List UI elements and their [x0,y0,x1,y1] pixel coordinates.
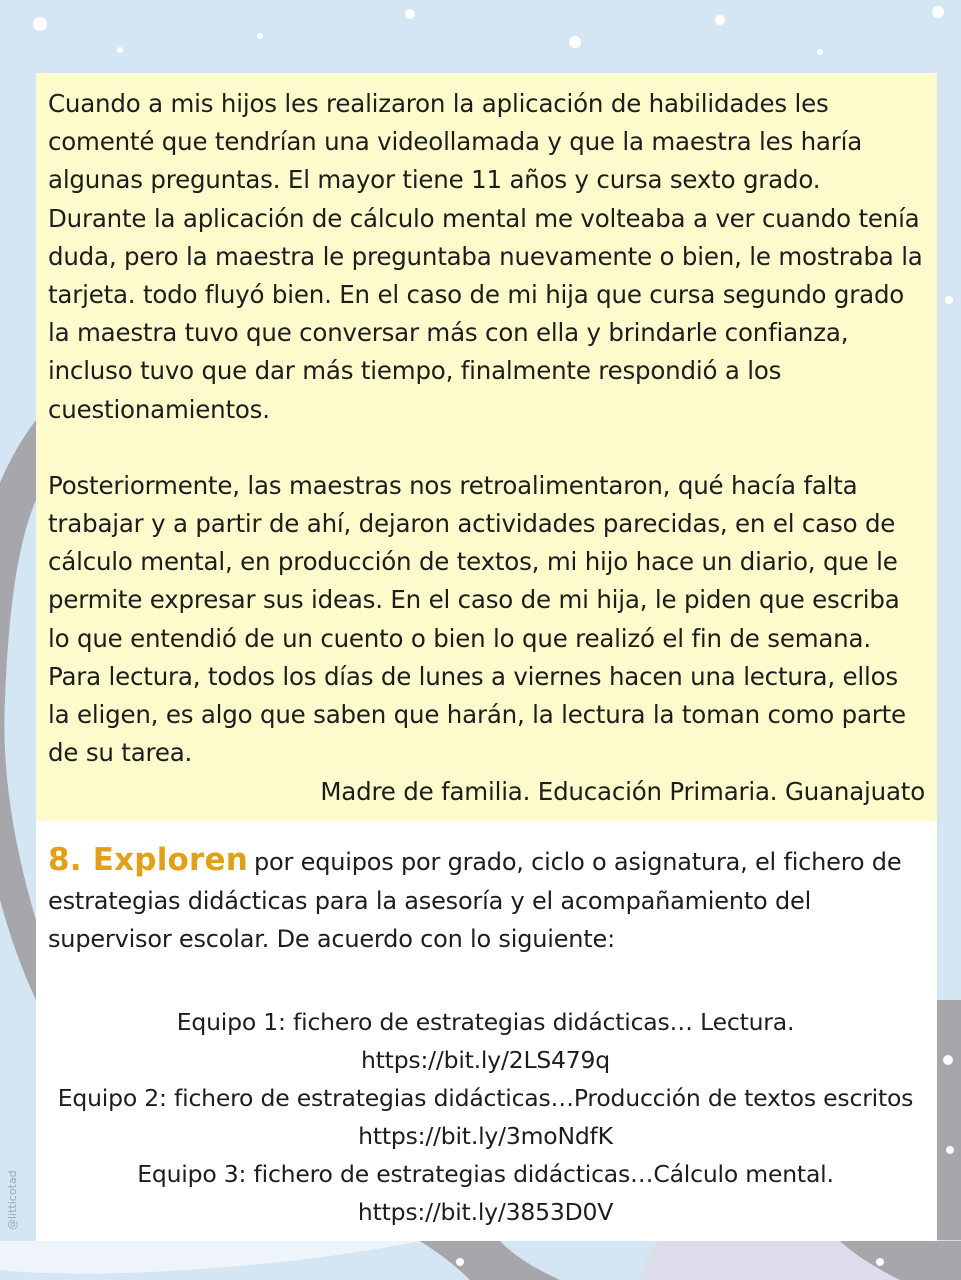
testimonial-paragraph-1: Cuando a mis hijos les realizaron la aplicación de habilidades les comenté que tendrían una videollamada y que la maestra les haría algunas preguntas. El mayor tiene 11 años y cursa sexto grado. Durante la aplicación de cálculo mental me volteaba a ver cuando tenía duda, pero la maestra le preguntaba nuevamente o bien, le mostraba la tarjeta. todo fluyó bien. En el caso de mi hija que cursa segundo grado la maestra tuvo que conversar más con ella y brindarle confianza, incluso tuvo que dar más tiempo, finalmente respondió a los cuestionamientos. [48,89,923,424]
team-3-label: Equipo 3: fichero de estrategias didácticas…Cálculo mental. [137,1159,834,1188]
bottom-gray-branch [420,1241,560,1280]
explore-intro-text: por equipos por grado, ciclo o asignatura, el fichero de estrategias didácticas para la asesoría y el acompañamiento del supervisor escolar. De acuerdo con lo siguiente: [48,848,902,953]
explore-activity-box [36,821,937,1241]
decor-dot [569,36,581,48]
decor-dot [117,47,123,53]
decor-dot [715,15,725,25]
explore-intro [48,841,923,959]
testimonial-signature: Madre de familia. Educación Primaria. Guanajuato [320,777,925,806]
decor-dot [945,296,953,304]
explore-heading: 8. Exploren [48,842,249,878]
decor-dot [946,1146,954,1154]
decor-dot [456,1258,464,1266]
decor-dot [817,49,823,55]
team-2-link[interactable]: https://bit.ly/3moNdfK [358,1121,613,1150]
team-1-label: Equipo 1: fichero de estrategias didácticas… Lectura. [176,1007,795,1036]
team-list [48,1003,923,1231]
decor-dot [932,6,944,18]
decor-dot [943,1055,953,1065]
decor-dot [257,33,263,39]
decor-dot [876,1258,884,1266]
team-1-link[interactable]: https://bit.ly/2LS479q [360,1045,611,1074]
team-2-label: Equipo 2: fichero de estrategias didácticas…Producción de textos escritos [57,1083,914,1112]
left-gray-ring [0,420,36,1000]
decor-dot [33,17,47,31]
author-credit: @litticotad [6,1170,19,1230]
decor-dot [405,9,415,19]
testimonial-box [36,73,937,821]
testimonial-paragraph-2: Posteriormente, las maestras nos retroalimentaron, qué hacía falta trabajar y a partir de ahí, dejaron actividades parecidas, en el caso de cálculo mental, en producción de textos, mi hijo hace un diario, que le permite expresar sus ideas. En el caso de mi hija, le piden que escriba lo que entendió de un cuento o bien lo que realizó el fin de semana. Para lectura, todos los días de lunes a viernes hacen una lectura, ellos la eligen, es algo que saben que harán, la lectura la toman como parte de su tarea. [48,470,906,768]
bottom-left-wave [0,1241,420,1274]
team-3-link[interactable]: https://bit.ly/3853D0V [357,1197,614,1226]
